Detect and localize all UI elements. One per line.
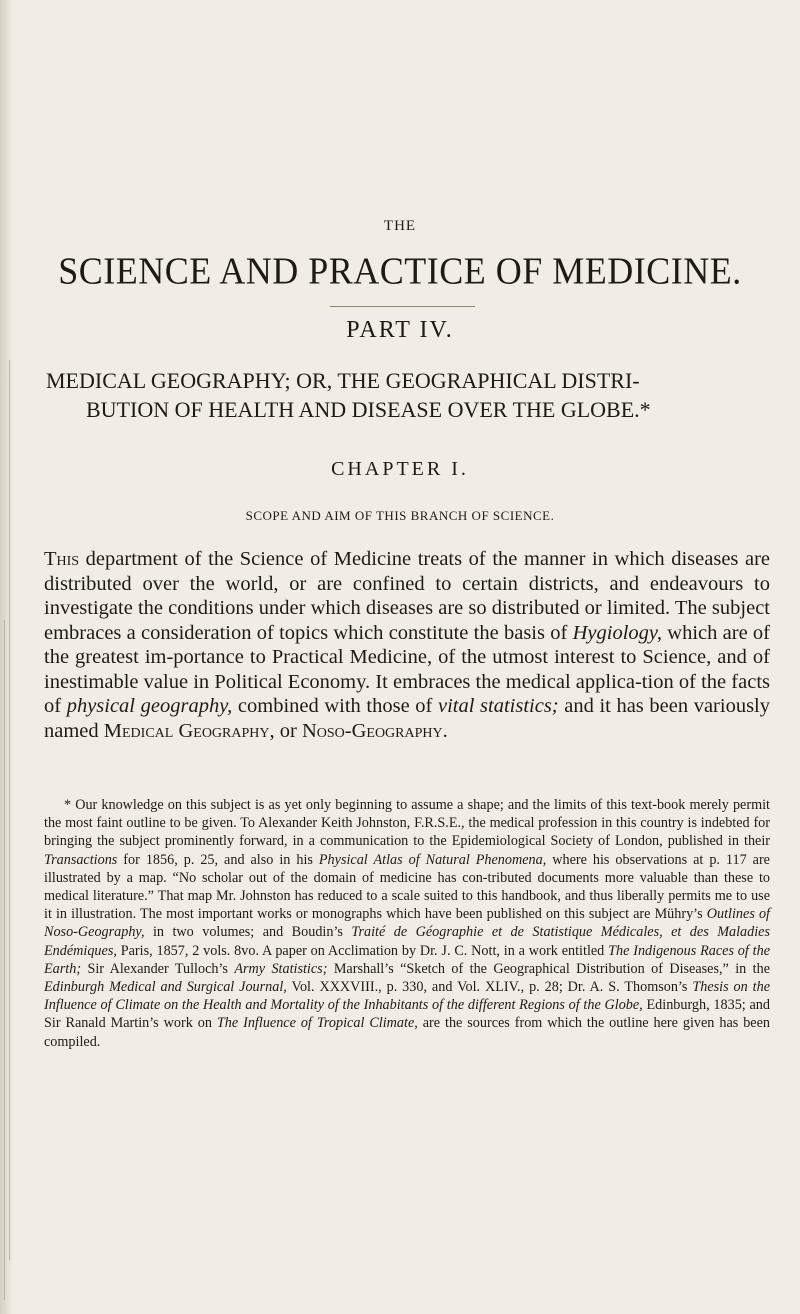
pre-title: THE [383, 218, 417, 234]
subtitle-line-2: BUTION OF HEALTH AND DISEASE OVER THE GLOBE.* [86, 397, 651, 422]
italic-term: vital statistics; [437, 695, 559, 717]
part-subtitle [46, 366, 776, 424]
title-rule [330, 306, 475, 307]
footnote-text-run: are the sources from which the outline here given has been compiled. [44, 1015, 770, 1050]
body-text-run: or [274, 719, 302, 742]
footnote-text-run: Sir Alexander Tulloch’s [81, 960, 235, 977]
subtitle-line-1: MEDICAL GEOGRAPHY; OR, THE GEOGRAPHICAL DISTRI- [46, 368, 640, 393]
book-title: SCIENCE AND PRACTICE OF MEDICINE. [58, 250, 742, 292]
footnote-italic: Outlines of Noso-Geography, [44, 906, 770, 941]
footnote-italic: The Indigenous Races of the Earth; [44, 942, 770, 977]
small-caps-term: Noso-Geography. [301, 719, 448, 742]
body-text-run: combined with those of [232, 695, 438, 717]
footnote-italic: The Influence of Tropical Climate, [216, 1015, 418, 1032]
footnote [44, 796, 770, 1051]
footnote-text-run: * Our knowledge on this subject is as yet only beginning to assume a shape; and the limits of this text-book merely permit the most faint outline to be given. To Alexander Keith Johnston, F.R.S.E., the medical profession in this country is indebted for bringing the subject prominently forward, in a communication to the Epidemiological Society of London, published in their [44, 797, 770, 850]
footnote-text-run: for 1856, p. 25, and also in his [117, 851, 319, 868]
footnote-italic: Transactions [44, 851, 118, 868]
footnote-text-run: where his observations at p. 117 are illustrated by a map. “No scholar out of the domain of medicine has con-tributed documents more valuable than these to medical literature.” That map Mr. Johnston has reduced to a scale suited to this handbook, and thus liberally permits me to use it in illustration. The most important works or monographs which have been published on this subject are Mühry’s [44, 851, 770, 923]
footnote-italic: Traité de Géographie et de Statistique Médicales, et des Maladies Endémiques, [44, 924, 770, 959]
small-caps-term: Medical Geography, [103, 719, 275, 742]
chapter-heading: CHAPTER I. [331, 458, 469, 480]
footnote-italic: Thesis on the Influence of Climate on the Health and Mortality of the Inhabitants of the different Regions of the Globe, [44, 979, 770, 1014]
footnote-text-run: in two volumes; and Boudin’s [144, 924, 352, 941]
footnote-italic: Physical Atlas of Natural Phenomena, [318, 851, 547, 868]
footnote-text-run: Vol. XXXVIII., p. 330, and Vol. XLIV., p. 28; Dr. A. S. Thomson’s [286, 979, 693, 996]
part-heading: PART IV. [346, 317, 454, 343]
footnote-text-run: Edinburgh, 1835; and Sir Ranald Martin’s work on [44, 997, 770, 1032]
body-text-run: and it has been variously named [44, 695, 770, 742]
page-edge-line [9, 360, 10, 1260]
italic-term: Hygiology, [572, 621, 662, 644]
footnote-italic: Army Statistics; [234, 960, 328, 977]
body-text-run: department of the Science of Medicine treats of the manner in which diseases are distributed over the world, or are confined to certain districts, and endeavours to investigate the conditions under which diseases are so distributed or limited. The subject embraces a consideration of topics which constitute the basis of [44, 548, 770, 644]
italic-term: physical geography, [66, 695, 233, 717]
first-word: This [44, 548, 80, 570]
body-paragraph [44, 547, 770, 743]
page-gutter-shadow [0, 0, 14, 1314]
footnote-italic: Edinburgh Medical and Surgical Journal, [44, 979, 287, 996]
body-text-run: which are of the greatest im-portance to Practical Medicine, of the utmost interest to Science, and of inestimable value in Political Economy. It embraces the medical applica-tion of the facts of [44, 621, 771, 717]
page-edge-line [4, 620, 5, 1300]
footnote-text-run: Paris, 1857, 2 vols. 8vo. A paper on Acclimation by Dr. J. C. Nott, in a work entitled [116, 942, 609, 959]
chapter-subheading: SCOPE AND AIM OF THIS BRANCH OF SCIENCE. [245, 508, 555, 523]
footnote-text-run: Marshall’s “Sketch of the Geographical Distribution of Diseases,” in the [327, 960, 770, 977]
